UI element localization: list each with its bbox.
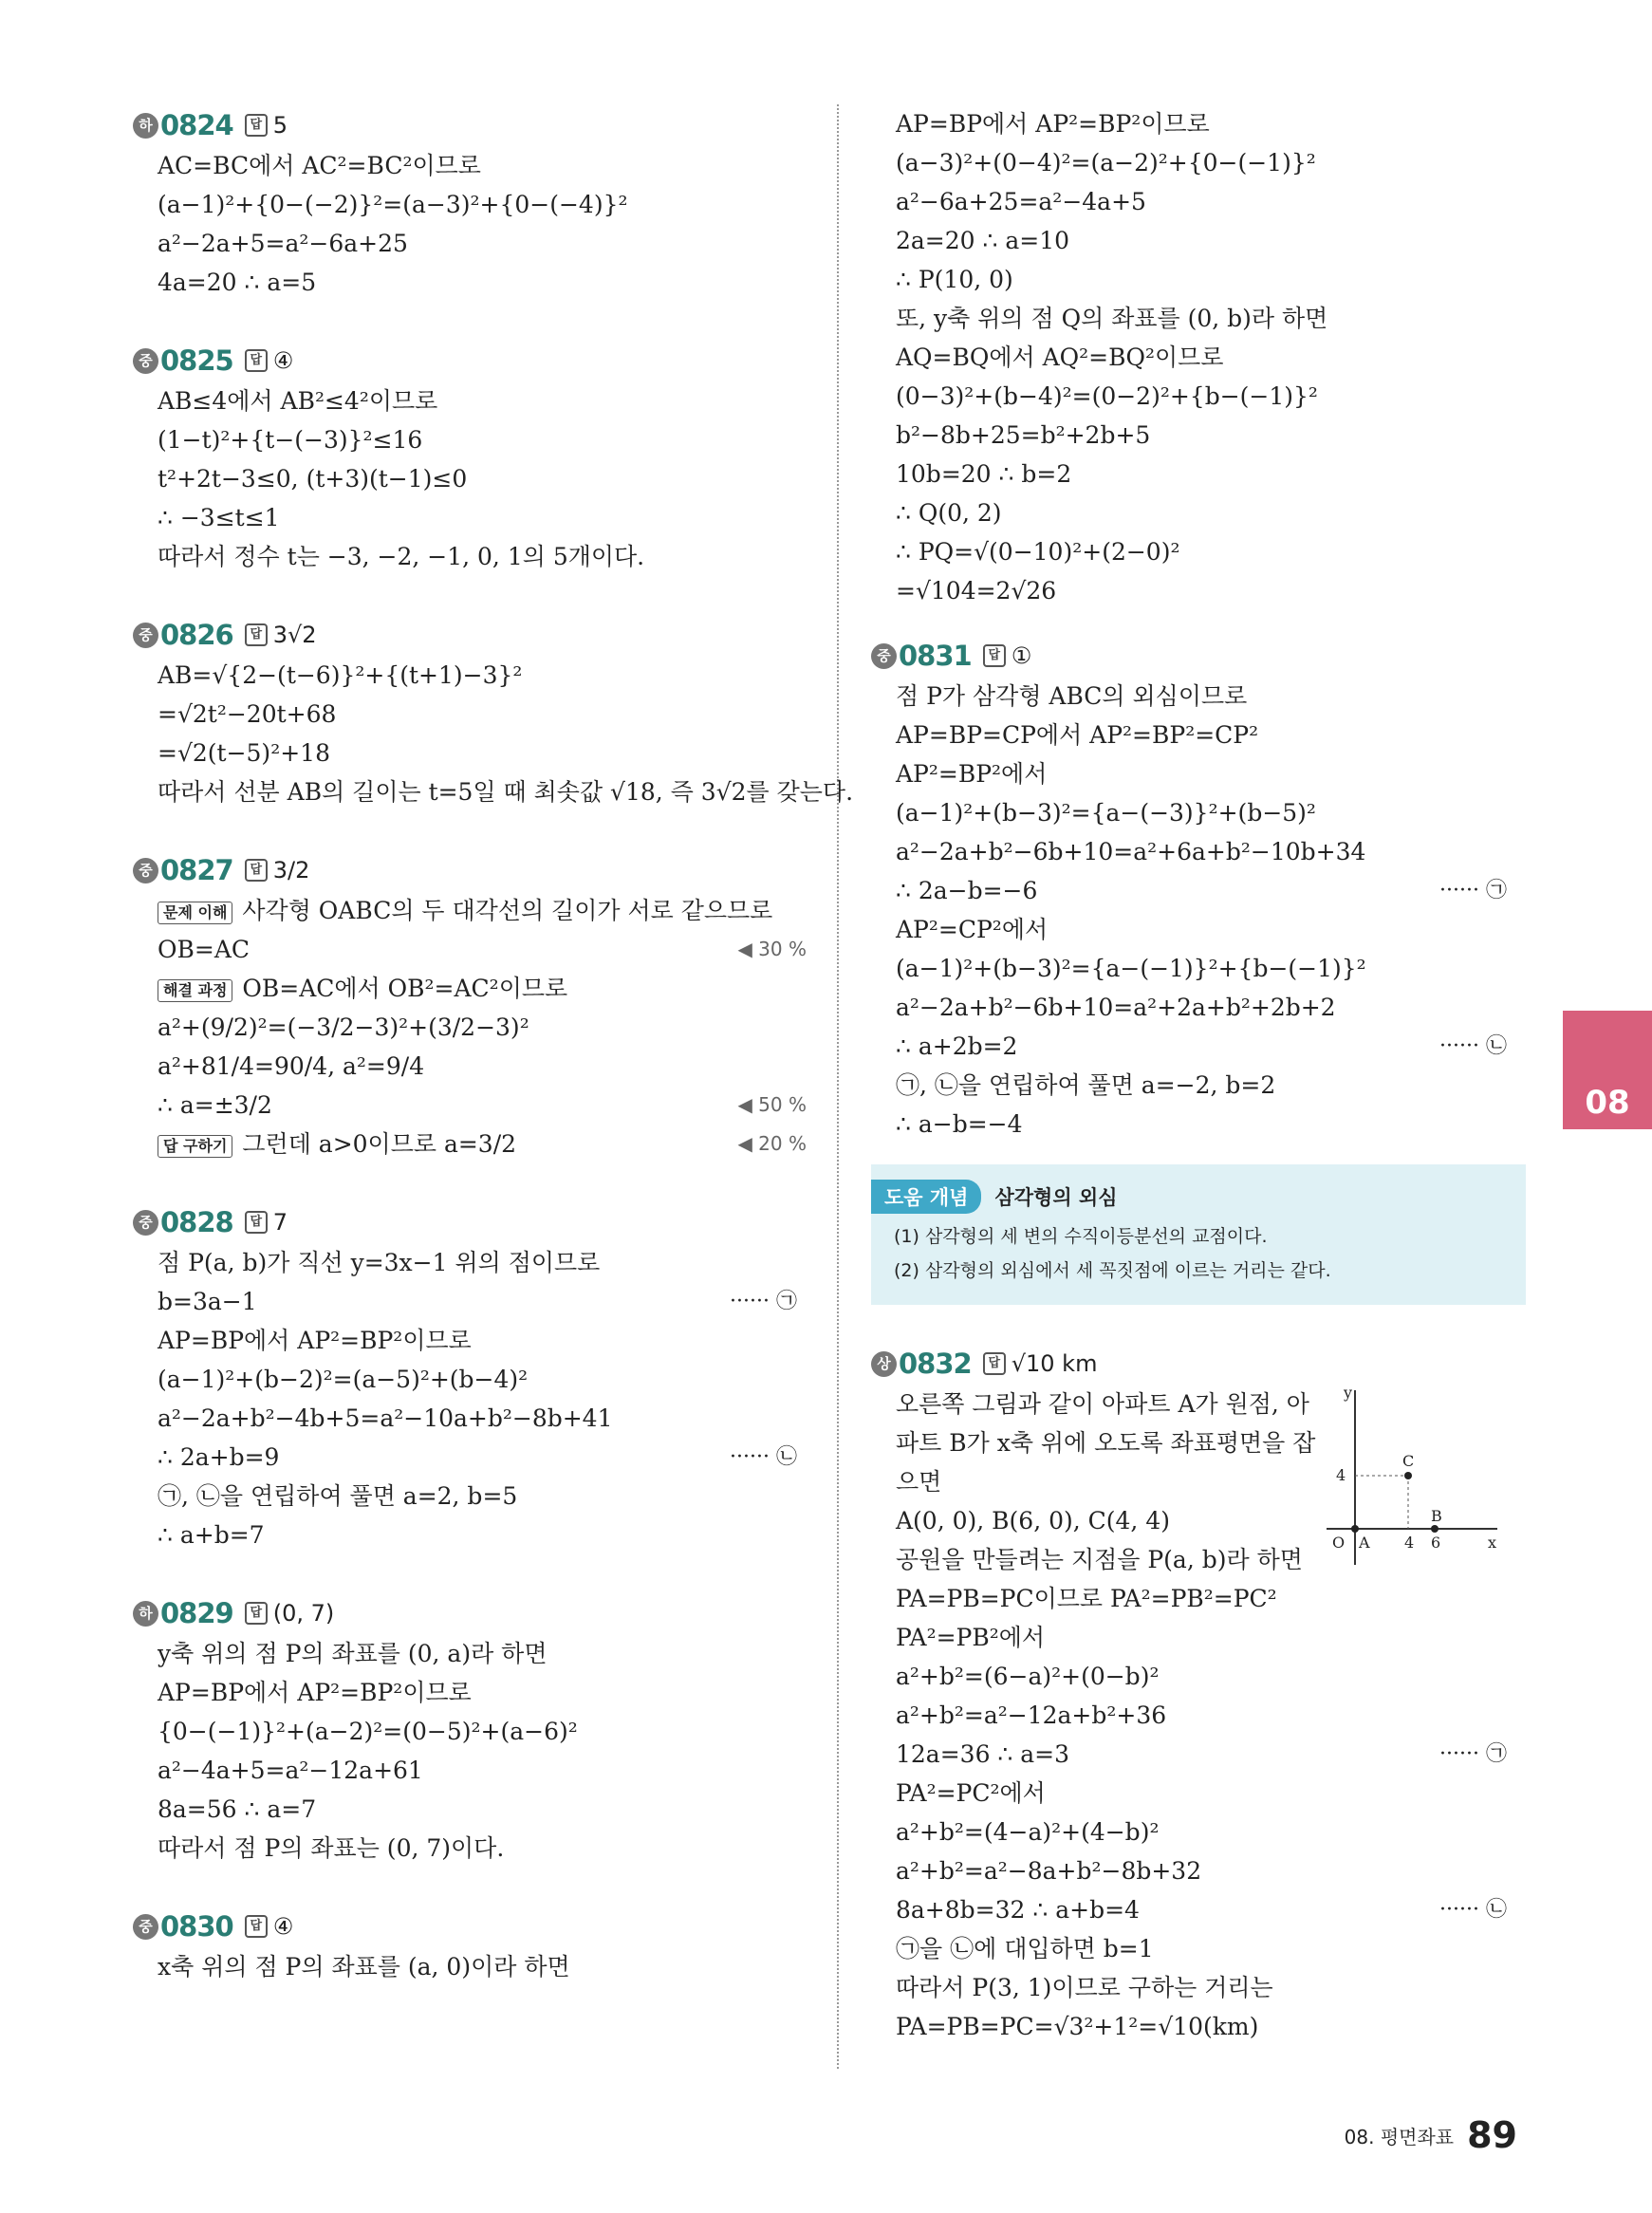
line-text: 8a+8b=32 ∴ a+b=4 — [896, 1896, 1140, 1924]
solution-line — [871, 1968, 1526, 2007]
solution-line — [133, 1321, 816, 1360]
solution-line — [871, 1027, 1526, 1066]
answer-value: 3√2 — [272, 622, 317, 648]
point-b-label: B — [1431, 1507, 1442, 1525]
graph-svg — [1317, 1385, 1507, 1574]
solution-line — [133, 1125, 816, 1163]
solution-line — [871, 1851, 1526, 1890]
solution-line — [871, 1929, 1526, 1968]
spacer — [133, 811, 816, 849]
line-text: OB=AC에서 OB²=AC²이므로 — [242, 975, 568, 1002]
point-c-dot — [1404, 1472, 1412, 1479]
answer-value: ① — [1011, 642, 1032, 669]
solution-line — [871, 1735, 1526, 1774]
problem-header — [133, 1592, 816, 1634]
line-text: AP=BP에서 AP²=BP²이므로 — [158, 1327, 472, 1354]
problem-number: 0825 — [160, 344, 233, 377]
solution-line — [871, 260, 1526, 299]
line-text: a²+b²=a²−12a+b²+36 — [896, 1702, 1167, 1729]
concept-item: (2) 삼각형의 외심에서 세 꼭짓점에 이르는 거리는 같다. — [894, 1260, 1331, 1281]
solution-line — [133, 1282, 816, 1321]
spacer — [133, 1868, 816, 1906]
answer-icon: 답 — [983, 1352, 1006, 1375]
tick-y-4: 4 — [1336, 1466, 1346, 1484]
problem-0828 — [133, 1201, 816, 1592]
line-text: a²−2a+b²−4b+5=a²−10a+b²−8b+41 — [158, 1404, 613, 1432]
solution-line — [133, 695, 816, 734]
solution-line — [133, 1360, 816, 1399]
line-text: ∴ a−b=−4 — [896, 1110, 1023, 1138]
line-text: ∴ a+b=7 — [158, 1521, 265, 1549]
problem-0826 — [133, 614, 854, 849]
right-column — [871, 104, 1526, 2046]
line-text: (1−t)²+{t−(−3)}²≤16 — [158, 426, 423, 454]
line-text: b=3a−1 — [158, 1288, 257, 1315]
line-text: a²+b²=a²−8a+b²−8b+32 — [896, 1857, 1202, 1885]
line-text: 또, y축 위의 점 Q의 좌표를 (0, b)라 하면 — [896, 305, 1328, 332]
solution-line — [133, 420, 816, 459]
column-divider — [837, 104, 839, 2069]
answer-value: 3/2 — [272, 857, 310, 883]
line-text: y축 위의 점 P의 좌표를 (0, a)라 하면 — [158, 1640, 548, 1667]
step-tag: 답 구하기 — [158, 1135, 232, 1158]
answer-value: √10 km — [1011, 1350, 1098, 1377]
left-column — [133, 104, 854, 1986]
solution-line — [871, 1105, 1526, 1144]
problem-number: 0829 — [160, 1597, 233, 1629]
line-text: {0−(−1)}²+(a−2)²=(0−5)²+(a−6)² — [158, 1718, 578, 1745]
difficulty-badge: 중 — [133, 348, 158, 374]
solution-line — [133, 224, 816, 263]
solution-line — [133, 1008, 816, 1047]
line-text: ∴ P(10, 0) — [896, 266, 1013, 293]
concept-box — [871, 1164, 1526, 1305]
solution-line — [871, 910, 1526, 949]
solution-line — [871, 988, 1526, 1027]
solution-line — [133, 1790, 816, 1829]
solution-line — [133, 1399, 816, 1438]
spacer — [133, 576, 816, 614]
line-text: OB=AC — [158, 936, 250, 963]
spacer — [133, 1554, 816, 1592]
difficulty-badge: 중 — [133, 858, 158, 883]
problem-number: 0832 — [899, 1348, 972, 1380]
line-text: 점 P(a, b)가 직선 y=3x−1 위의 점이므로 — [158, 1249, 601, 1276]
solution-line — [133, 1673, 816, 1712]
solution-line — [133, 1438, 816, 1477]
line-text: ∴ a+2b=2 — [896, 1032, 1018, 1060]
equation-marker: ······ ㉡ — [730, 1445, 797, 1469]
line-text: AB=√{2−(t−6)}²+{(t+1)−3}² — [158, 661, 523, 689]
solution-line — [871, 871, 1526, 910]
solution-line — [133, 772, 854, 811]
line-text: AP=BP에서 AP²=BP²이므로 — [158, 1679, 472, 1706]
solution-line — [133, 891, 816, 930]
equation-marker: ······ ㉡ — [1439, 1898, 1507, 1922]
line-text: 8a=56 ∴ a=7 — [158, 1795, 317, 1823]
line-text: ∴ Q(0, 2) — [896, 499, 1002, 527]
solution-line — [871, 1066, 1526, 1105]
tick-x-6: 6 — [1431, 1534, 1441, 1552]
solution-line — [133, 1047, 816, 1086]
solution-line — [133, 185, 816, 224]
solution-line — [871, 754, 1526, 793]
line-text: ㉠, ㉡을 연립하여 풀면 a=2, b=5 — [158, 1482, 518, 1510]
answer-value: (0, 7) — [272, 1600, 335, 1627]
solution-line — [871, 416, 1526, 455]
line-text: a²−2a+5=a²−6a+25 — [158, 230, 408, 257]
line-text: 사각형 OABC의 두 대각선의 길이가 서로 같으므로 — [242, 897, 773, 924]
line-text: AP=BP=CP에서 AP²=BP²=CP² — [896, 721, 1259, 749]
problem-header — [871, 635, 1526, 677]
solution-line — [871, 455, 1526, 493]
problem-number: 0826 — [160, 619, 233, 651]
solution-line — [133, 656, 816, 695]
line-text: 점 P가 삼각형 ABC의 외심이므로 — [896, 682, 1248, 710]
line-text: 2a=20 ∴ a=10 — [896, 227, 1070, 254]
solution-line — [133, 969, 816, 1008]
line-text: ∴ 2a+b=9 — [158, 1443, 280, 1471]
line-text: a²+b²=(4−a)²+(4−b)² — [896, 1818, 1160, 1846]
problem-header — [133, 104, 816, 146]
answer-value: ④ — [272, 347, 294, 374]
problem-header — [133, 614, 816, 656]
difficulty-badge: 중 — [133, 623, 158, 648]
x-axis-label: x — [1488, 1534, 1497, 1552]
problem-header — [133, 849, 816, 891]
equation-marker: ······ ㉠ — [730, 1290, 797, 1313]
equation-marker: ······ ㉠ — [1439, 1742, 1507, 1766]
solution-line — [133, 1712, 816, 1751]
difficulty-badge: 상 — [871, 1351, 897, 1377]
solution-line — [871, 493, 1526, 532]
line-text: AP²=CP²에서 — [896, 916, 1049, 943]
answer-value: 5 — [272, 112, 288, 139]
step-tag: 해결 과정 — [158, 979, 232, 1002]
page-number: 89 — [1467, 2114, 1517, 2156]
line-text: PA²=PC²에서 — [896, 1779, 1046, 1807]
solution-line — [871, 1890, 1526, 1929]
concept-title: 삼각형의 외심 — [994, 1186, 1118, 1209]
solution-line — [871, 532, 1526, 571]
solution-line — [133, 1634, 816, 1673]
line-text: (a−1)²+{0−(−2)}²=(a−3)²+{0−(−4)}² — [158, 191, 628, 218]
solution-line — [133, 930, 816, 969]
solution-line — [133, 1516, 816, 1554]
line-text: a²−4a+5=a²−12a+61 — [158, 1757, 423, 1784]
coordinate-graph — [1317, 1385, 1507, 1574]
solution-line — [133, 498, 816, 537]
problem-number: 0827 — [160, 854, 233, 886]
line-text: AP=BP에서 AP²=BP²이므로 — [896, 110, 1210, 138]
solution-line — [133, 1947, 816, 1986]
problem-number: 0828 — [160, 1206, 233, 1238]
problem-0830 — [133, 1906, 816, 1986]
line-text: =√104=2√26 — [896, 577, 1057, 604]
line-text: AQ=BQ에서 AQ²=BQ²이므로 — [896, 344, 1224, 371]
line-text: (a−1)²+(b−3)²={a−(−3)}²+(b−5)² — [896, 799, 1316, 827]
line-text: 따라서 선분 AB의 길이는 t=5일 때 최솟값 √18, 즉 3√2를 갖는다. — [158, 778, 854, 806]
answer-icon: 답 — [245, 1211, 268, 1234]
solution-line — [871, 338, 1526, 377]
line-text: a²+b²=(6−a)²+(0−b)² — [896, 1663, 1160, 1690]
line-text: 12a=36 ∴ a=3 — [896, 1740, 1070, 1768]
solution-line — [871, 182, 1526, 221]
tick-x-4: 4 — [1404, 1534, 1415, 1552]
answer-icon: 답 — [245, 1915, 268, 1938]
line-text: PA=PB=PC=√3²+1²=√10(km) — [896, 2013, 1259, 2040]
spacer — [133, 302, 816, 340]
line-text: =√2(t−5)²+18 — [158, 739, 330, 767]
step-tag: 문제 이해 — [158, 902, 232, 924]
line-text: ∴ PQ=√(0−10)²+(2−0)² — [896, 538, 1180, 566]
line-text: A(0, 0), B(6, 0), C(4, 4) — [896, 1507, 1170, 1534]
spacer — [871, 610, 1526, 635]
solution-line — [133, 263, 816, 302]
point-a-dot — [1351, 1525, 1359, 1533]
solution-line — [871, 1774, 1526, 1813]
difficulty-badge: 중 — [133, 1210, 158, 1236]
solution-line — [133, 459, 816, 498]
spacer — [871, 1322, 1526, 1343]
line-text: =√2t²−20t+68 — [158, 700, 337, 728]
answer-icon: 답 — [983, 644, 1006, 667]
line-text: AP²=BP²에서 — [896, 760, 1048, 788]
solution-line — [871, 677, 1526, 716]
solution-line — [871, 716, 1526, 754]
solution-line — [871, 143, 1526, 182]
solution-line — [133, 1829, 816, 1868]
y-axis-label: y — [1344, 1385, 1353, 1402]
problem-header — [871, 1343, 1526, 1385]
difficulty-badge: 하 — [133, 1601, 158, 1627]
difficulty-badge: 중 — [133, 1914, 158, 1940]
line-text: ㉠, ㉡을 연립하여 풀면 a=−2, b=2 — [896, 1071, 1276, 1099]
answer-value: 7 — [272, 1209, 288, 1236]
line-text: a²+81/4=90/4, a²=9/4 — [158, 1052, 425, 1080]
line-text: ㉠을 ㉡에 대입하면 b=1 — [896, 1935, 1154, 1962]
difficulty-badge: 하 — [133, 113, 158, 139]
chapter-side-tab: 08 — [1563, 1011, 1652, 1129]
line-text: x축 위의 점 P의 좌표를 (a, 0)이라 하면 — [158, 1953, 570, 1981]
concept-badge: 도움 개념 — [871, 1180, 981, 1214]
solution-line — [133, 1477, 816, 1516]
line-text: 파트 B가 x축 위에 오도록 좌표평면을 잡 — [896, 1429, 1316, 1457]
answer-icon: 답 — [245, 859, 268, 882]
line-text: 공원을 만들려는 지점을 P(a, b)라 하면 — [896, 1546, 1303, 1573]
spacer — [133, 1163, 816, 1201]
line-text: 그런데 a>0이므로 a=3/2 — [242, 1130, 517, 1158]
score-percent: ◀ 20 % — [737, 1132, 807, 1155]
line-text: ∴ 2a−b=−6 — [896, 877, 1038, 904]
point-a-label: A — [1359, 1534, 1370, 1552]
problem-0824 — [133, 104, 816, 340]
line-text: 따라서 정수 t는 −3, −2, −1, 0, 1의 5개이다. — [158, 543, 645, 570]
equation-marker: ······ ㉡ — [1439, 1034, 1507, 1058]
line-text: 4a=20 ∴ a=5 — [158, 269, 317, 296]
answer-icon: 답 — [245, 1602, 268, 1625]
solution-line — [871, 299, 1526, 338]
concept-item: (1) 삼각형의 세 변의 수직이등분선의 교점이다. — [894, 1226, 1268, 1247]
score-percent: ◀ 50 % — [737, 1093, 807, 1116]
solution-line — [871, 832, 1526, 871]
line-text: (a−1)²+(b−3)²={a−(−1)}²+{b−(−1)}² — [896, 955, 1366, 982]
solution-line — [871, 571, 1526, 610]
line-text: a²−2a+b²−6b+10=a²+6a+b²−10b+34 — [896, 838, 1366, 865]
line-text: ∴ −3≤t≤1 — [158, 504, 280, 531]
equation-marker: ······ ㉠ — [1439, 879, 1507, 902]
line-text: (0−3)²+(b−4)²=(0−2)²+{b−(−1)}² — [896, 382, 1318, 410]
solution-line — [133, 1243, 816, 1282]
line-text: ∴ a=±3/2 — [158, 1091, 272, 1119]
line-text: (a−1)²+(b−2)²=(a−5)²+(b−4)² — [158, 1366, 529, 1393]
difficulty-badge: 중 — [871, 643, 897, 669]
line-text: t²+2t−3≤0, (t+3)(t−1)≤0 — [158, 465, 468, 493]
point-b-dot — [1431, 1525, 1439, 1533]
solution-line — [871, 221, 1526, 260]
line-text: (a−3)²+(0−4)²=(a−2)²+{0−(−1)}² — [896, 149, 1316, 177]
line-text: 으면 — [896, 1468, 942, 1496]
problem-0825 — [133, 340, 816, 614]
footer-chapter: 08. 평면좌표 — [1344, 2125, 1455, 2148]
solution-line — [871, 793, 1526, 832]
answer-icon: 답 — [245, 114, 268, 137]
problem-0829 — [133, 1592, 816, 1906]
solution-line — [871, 104, 1526, 143]
line-text: PA²=PB²에서 — [896, 1624, 1046, 1651]
origin-label: O — [1332, 1534, 1346, 1552]
solution-line — [133, 1086, 816, 1125]
solution-line — [871, 949, 1526, 988]
problem-0831 — [871, 635, 1526, 1144]
problem-header — [133, 1906, 816, 1947]
solution-line — [871, 1696, 1526, 1735]
solution-line — [871, 1579, 1526, 1618]
solution-line — [871, 377, 1526, 416]
point-c-label: C — [1402, 1452, 1415, 1470]
answer-icon: 답 — [245, 623, 268, 646]
problem-0827 — [133, 849, 816, 1201]
problem-number: 0824 — [160, 109, 233, 141]
line-text: 따라서 점 P의 좌표는 (0, 7)이다. — [158, 1834, 505, 1862]
line-text: 따라서 P(3, 1)이므로 구하는 거리는 — [896, 1974, 1273, 2001]
solution-line — [133, 537, 816, 576]
problem-number: 0830 — [160, 1910, 233, 1943]
answer-icon: 답 — [245, 349, 268, 372]
line-text: a²+(9/2)²=(−3/2−3)²+(3/2−3)² — [158, 1014, 529, 1041]
problem-number: 0831 — [899, 640, 972, 672]
problem-header — [133, 340, 816, 381]
line-text: b²−8b+25=b²+2b+5 — [896, 421, 1151, 449]
solution-line — [871, 1813, 1526, 1851]
answer-value: ④ — [272, 1913, 294, 1940]
line-text: 10b=20 ∴ b=2 — [896, 460, 1072, 488]
concept-title-row — [871, 1180, 1507, 1214]
line-text: a²−6a+25=a²−4a+5 — [896, 188, 1146, 215]
solution-line — [133, 381, 816, 420]
line-text: PA=PB=PC이므로 PA²=PB²=PC² — [896, 1585, 1277, 1612]
line-text: a²−2a+b²−6b+10=a²+2a+b²+2b+2 — [896, 994, 1336, 1021]
solution-line — [871, 2007, 1526, 2046]
problem-0832 — [871, 1343, 1526, 2046]
problem-header — [133, 1201, 816, 1243]
page-footer — [1345, 2114, 1517, 2156]
score-percent: ◀ 30 % — [737, 938, 807, 960]
line-text: AC=BC에서 AC²=BC²이므로 — [158, 152, 481, 179]
solution-line — [133, 146, 816, 185]
solution-line — [133, 734, 816, 772]
solution-line — [133, 1751, 816, 1790]
solution-line — [871, 1657, 1526, 1696]
solution-line — [871, 1618, 1526, 1657]
line-text: AB≤4에서 AB²≤4²이므로 — [158, 387, 438, 415]
line-text: 오른쪽 그림과 같이 아파트 A가 원점, 아 — [896, 1390, 1309, 1418]
